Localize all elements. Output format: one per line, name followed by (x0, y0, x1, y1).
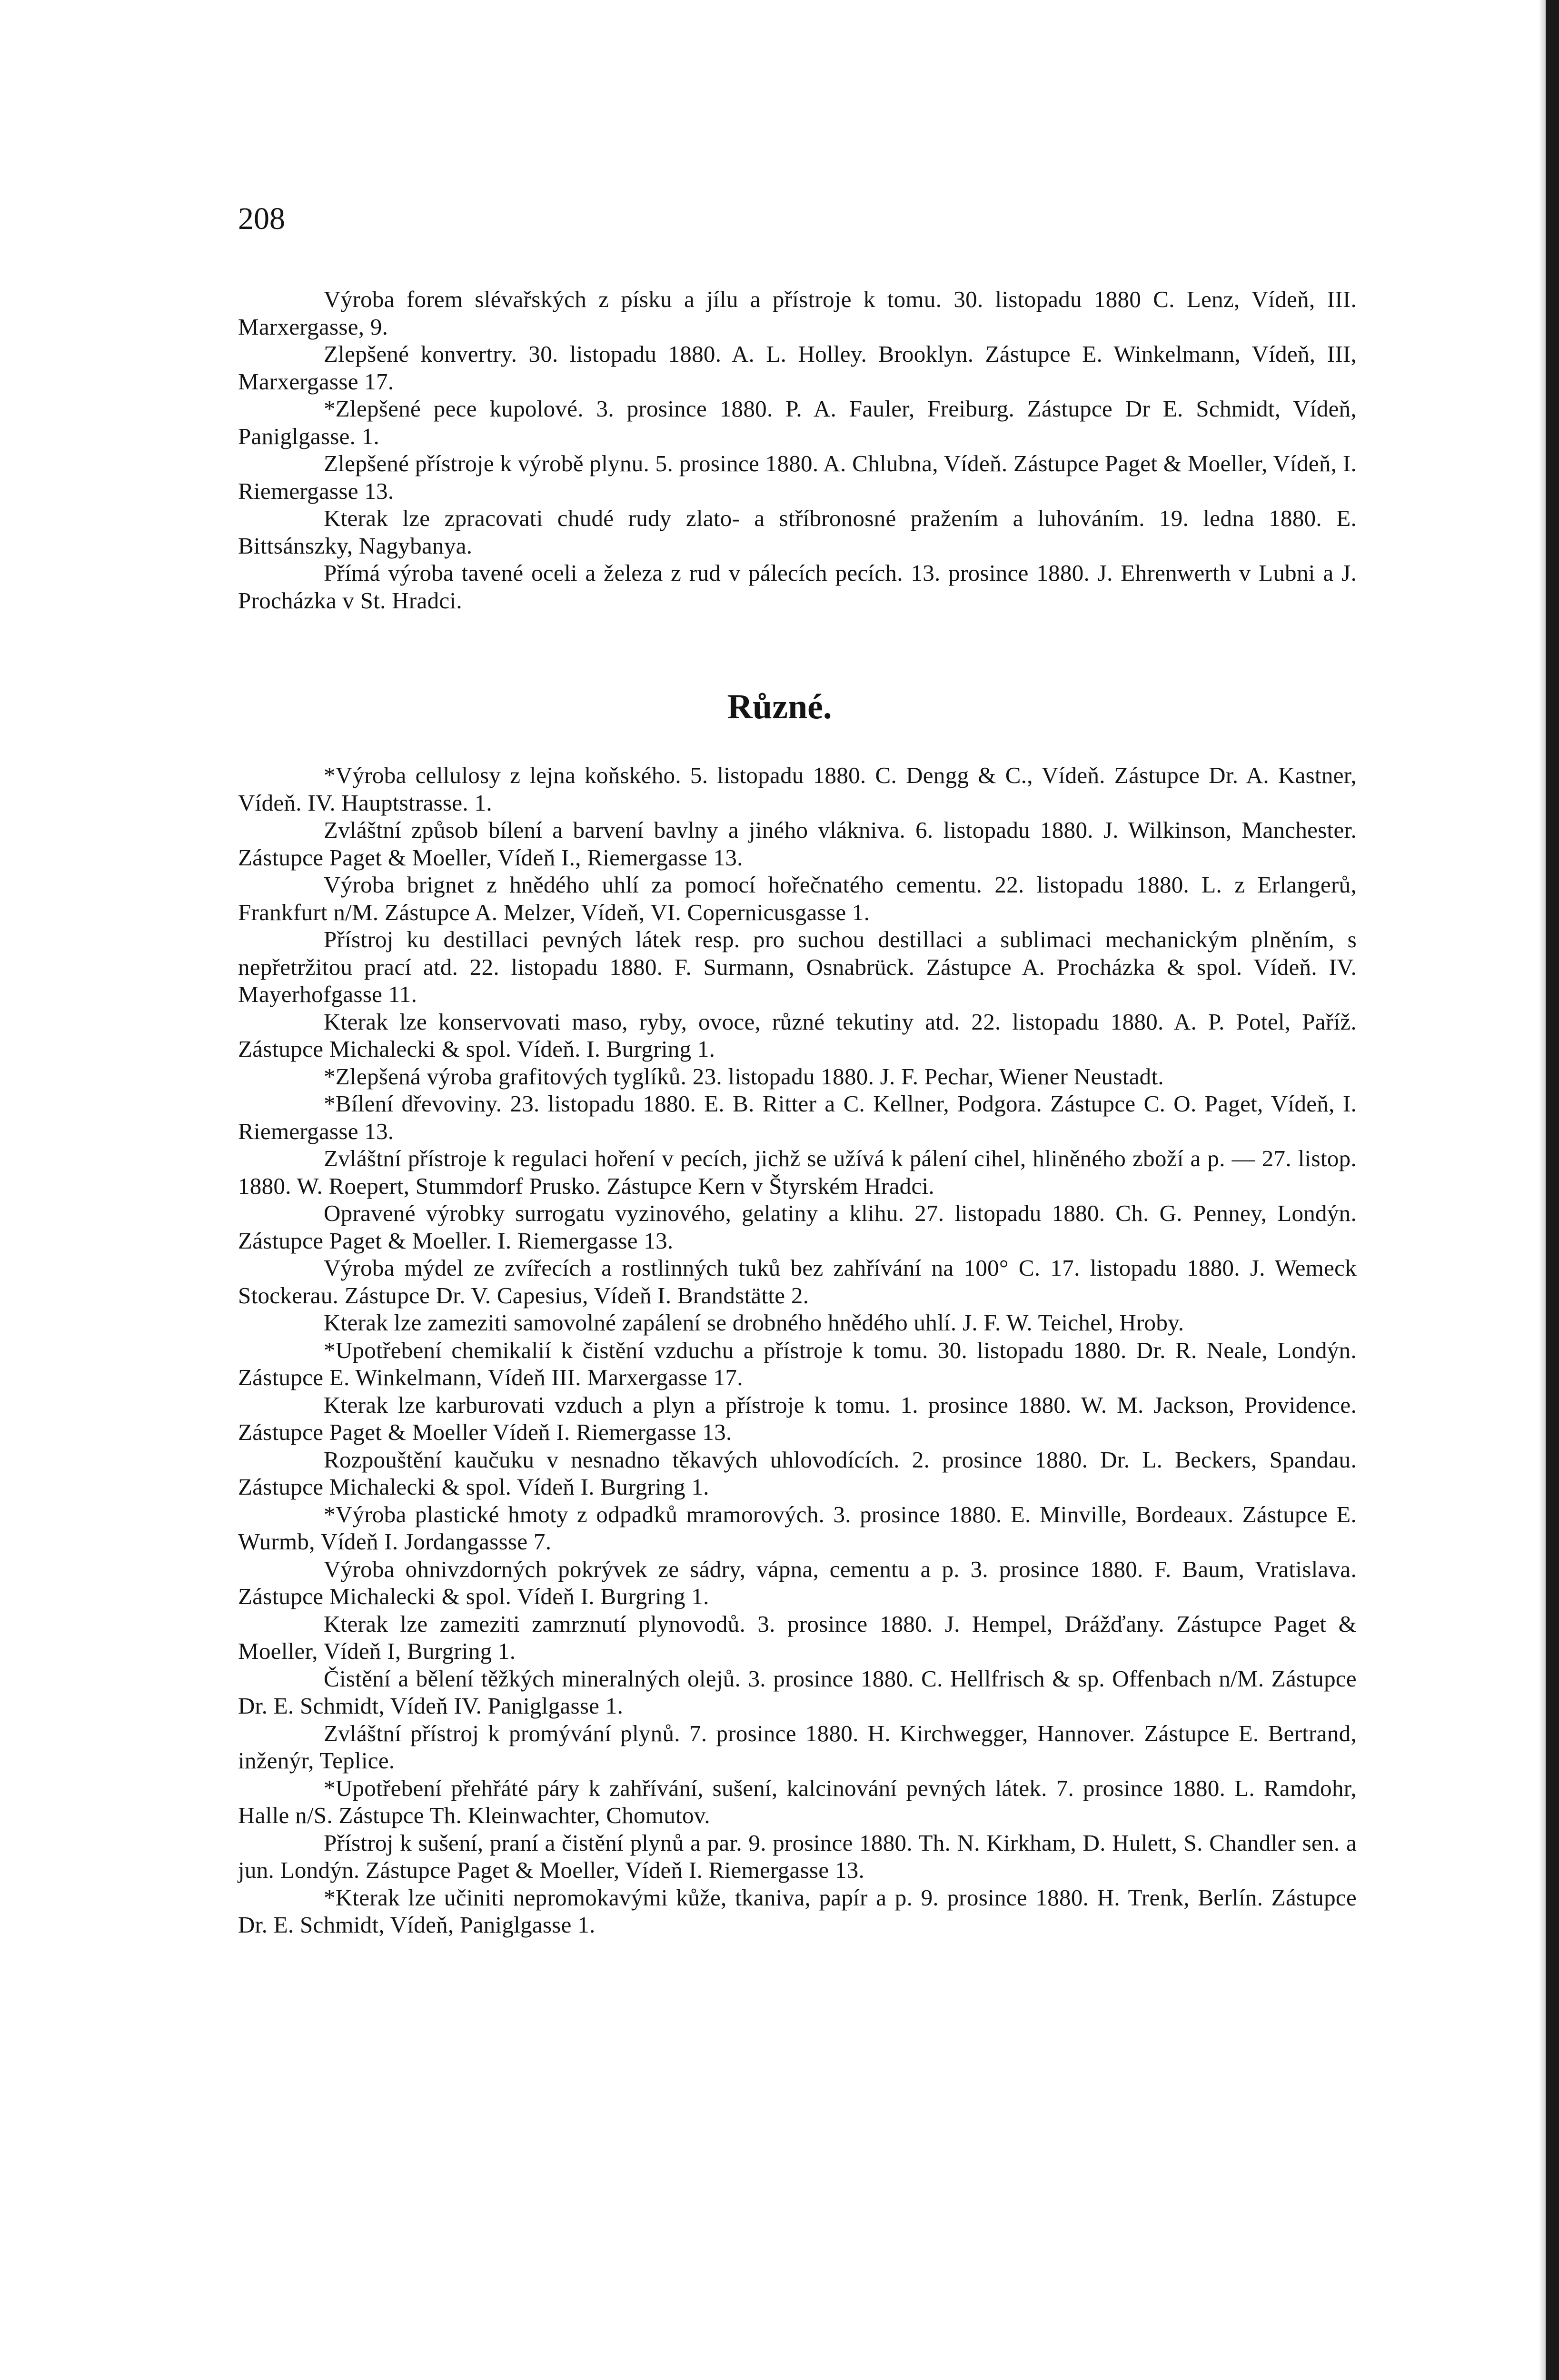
patent-entry: *Zlepšené pece kupolové. 3. prosince 1880. P. A. Fauler, Freiburg. Zástupce Dr E. Schmidt, Vídeň, Paniglgasse. 1. (238, 396, 1357, 449)
patent-entry: Zvláštní přístroj k promývání plynů. 7. prosince 1880. H. Kirchwegger, Hannover. Zástupce E. Bertrand, inženýr, Teplice. (238, 1720, 1357, 1774)
patent-entry: Kterak lze karburovati vzduch a plyn a přístroje k tomu. 1. prosince 1880. W. M. Jackson, Providence. Zástupce Paget & Moeller Vídeň I. Riemergasse 13. (238, 1391, 1357, 1445)
scan-edge (1546, 0, 1559, 2380)
patent-entry: Zlepšené konvertry. 30. listopadu 1880. A. L. Holley. Brooklyn. Zástupce E. Winkelmann, Vídeň, III, Marxergasse 17. (238, 341, 1357, 395)
patent-entry: Zlepšené přístroje k výrobě plynu. 5. prosince 1880. A. Chlubna, Vídeň. Zástupce Paget & Moeller, Vídeň, I. Riemergasse 13. (238, 450, 1357, 504)
patent-entry: *Zlepšená výroba grafitových tyglíků. 23. listopadu 1880. J. F. Pechar, Wiener Neustadt. (324, 1063, 1164, 1090)
patent-entry: Kterak lze konservovati maso, ryby, ovoce, různé tekutiny atd. 22. listopadu 1880. A. P. Potel, Paříž. Zástupce Michalecki & spol. Vídeň. I. Burgring 1. (238, 1008, 1357, 1062)
patent-entry: Přímá výroba tavené oceli a železa z rud v pálecích pecích. 13. prosince 1880. J. Ehrenwerth v Lubni a J. Procházka v St. Hradci. (238, 560, 1357, 614)
patent-entry: Výroba ohnivzdorných pokrývek ze sádry, vápna, cementu a p. 3. prosince 1880. F. Baum, Vratislava. Zástupce Michalecki & spol. Vídeň I. Burgring 1. (238, 1556, 1357, 1609)
patent-entry: Rozpouštění kaučuku v nesnadno těkavých uhlovodících. 2. prosince 1880. Dr. L. Beckers, Spandau. Zástupce Michalecki & spol. Vídeň I. Burgring 1. (238, 1446, 1357, 1500)
entries-bottom (238, 762, 1357, 1939)
patent-entry: Čistění a bělení těžkých mineralných olejů. 3. prosince 1880. C. Hellfrisch & sp. Offenbach n/M. Zástupce Dr. E. Schmidt, Vídeň IV. Paniglgasse 1. (238, 1665, 1357, 1719)
patent-entry: Přístroj ku destillaci pevných látek resp. pro suchou destillaci a sublimaci mechanickým plněním, s nepřetržitou prací atd. 22. listopadu 1880. F. Surmann, Osnabrück. Zástupce A. Procházka & spol. Vídeň. IV. Mayerhofgasse 11. (238, 926, 1357, 1007)
patent-entry: Opravené výrobky surrogatu vyzinového, gelatiny a klihu. 27. listopadu 1880. Ch. G. Penney, Londýn. Zástupce Paget & Moeller. I. Riemergasse 13. (238, 1200, 1357, 1254)
page-number: 208 (238, 201, 285, 236)
patent-entry: *Bílení dřevoviny. 23. listopadu 1880. E. B. Ritter a C. Kellner, Podgora. Zástupce C. O. Paget, Vídeň, I. Riemergasse 13. (238, 1091, 1357, 1144)
patent-entry: Kterak lze zpracovati chudé rudy zlato- a stříbronosné pražením a luhováním. 19. ledna 1880. E. Bittsánszky, Nagybanya. (238, 505, 1357, 559)
patent-entry: Výroba brignet z hnědého uhlí za pomocí hořečnatého cementu. 22. listopadu 1880. L. z Erlangerů, Frankfurt n/M. Zástupce A. Melzer, Vídeň, VI. Copernicusgasse 1. (238, 872, 1357, 925)
patent-entry: *Upotřebení přehřáté páry k zahřívání, sušení, kalcinování pevných látek. 7. prosince 1880. L. Ramdohr, Halle n/S. Zástupce Th. Kleinwachter, Chomutov. (238, 1775, 1357, 1828)
patent-entry: Výroba forem slévařských z písku a jílu a přístroje k tomu. 30. listopadu 1880 C. Lenz, Vídeň, III. Marxergasse, 9. (238, 286, 1357, 340)
scan-shadow (1539, 0, 1546, 2380)
patent-entry: *Výroba plastické hmoty z odpadků mramorových. 3. prosince 1880. E. Minville, Bordeaux. Zástupce E. Wurmb, Vídeň I. Jordangassse 7. (238, 1501, 1357, 1555)
patent-entry: Výroba mýdel ze zvířecích a rostlinných tuků bez zahřívání na 100° C. 17. listopadu 1880. J. Wemeck Stockerau. Zástupce Dr. V. Capesius, Vídeň I. Brandstätte 2. (238, 1255, 1357, 1309)
patent-entry: Zvláštní přístroje k regulaci hoření v pecích, jichž se užívá k pálení cihel, hliněného zboží a p. — 27. listop. 1880. W. Roepert, Stummdorf Prusko. Zástupce Kern v Štyrském Hradci. (238, 1145, 1357, 1199)
patent-entry: Kterak lze zameziti zamrznutí plynovodů. 3. prosince 1880. J. Hempel, Drážďany. Zástupce Paget & Moeller, Vídeň I, Burgring 1. (238, 1610, 1357, 1664)
section-heading: Různé. (727, 687, 832, 726)
patent-entry: Přístroj k sušení, praní a čistění plynů a par. 9. prosince 1880. Th. N. Kirkham, D. Hulett, S. Chandler sen. a jun. Londýn. Zástupce Paget & Moeller, Vídeň I. Riemergasse 13. (238, 1829, 1357, 1883)
patent-entry: *Kterak lze učiniti nepromokavými kůže, tkaniva, papír a p. 9. prosince 1880. H. Trenk, Berlín. Zástupce Dr. E. Schmidt, Vídeň, Paniglgasse 1. (238, 1884, 1357, 1938)
patent-entry: *Výroba cellulosy z lejna koňského. 5. listopadu 1880. C. Dengg & C., Vídeň. Zástupce Dr. A. Kastner, Vídeň. IV. Hauptstrasse. 1. (238, 762, 1357, 816)
patent-entry: Kterak lze zameziti samovolné zapálení se drobného hnědého uhlí. J. F. W. Teichel, Hroby. (324, 1309, 1184, 1336)
patent-entry: Zvláštní způsob bílení a barvení bavlny a jiného vlákniva. 6. listopadu 1880. J. Wilkinson, Manchester. Zástupce Paget & Moeller, Vídeň I., Riemergasse 13. (238, 817, 1357, 871)
patent-entry: *Upotřebení chemikalií k čistění vzduchu a přístroje k tomu. 30. listopadu 1880. Dr. R. Neale, Londýn. Zástupce E. Winkelmann, Vídeň III. Marxergasse 17. (238, 1337, 1357, 1390)
entries-top (238, 286, 1357, 614)
